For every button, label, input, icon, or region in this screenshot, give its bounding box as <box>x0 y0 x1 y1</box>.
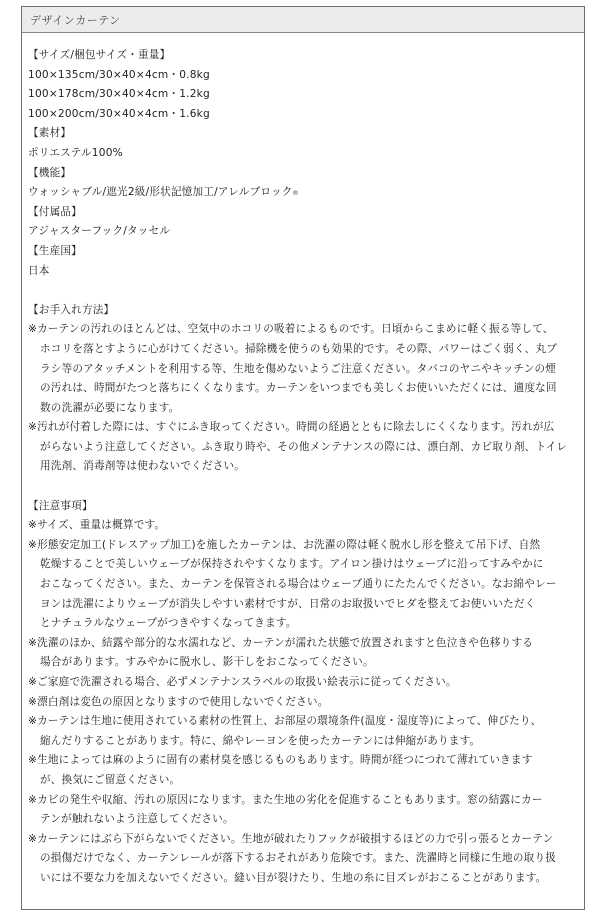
note-line: ※形態安定加工(ドレスアップ加工)を施したカーテンは、お洗濯の際は軽く脱水し形を整えて吊下げ、自然 <box>28 538 541 551</box>
note-item <box>28 751 580 790</box>
note-line: 乾燥することで美しいウェーブが保持されやすくなります。アイロン掛けはウェーブに沿ってすみやかに <box>40 558 544 571</box>
section-heading: 【機能】 <box>28 166 72 179</box>
spec-section <box>28 124 580 163</box>
spec-section <box>28 203 580 242</box>
spec-value-text: 100×135cm/30×40×4cm・0.8kg <box>28 68 210 81</box>
note-line: おこなってください。また、カーテンを保管される場合はウェーブ通りにたたんでください。なお綿やレー <box>40 578 557 591</box>
panel-header <box>22 7 584 33</box>
note-item <box>28 320 580 418</box>
spec-value <box>28 66 580 86</box>
note-line: ※カーテンは生地に使用されている素材の性質上、お部屋の環境条件(温度・湿度等)によって、伸びたり、 <box>28 715 542 728</box>
note-line: とナチュラルなウェーブがつきやすくなってきます。 <box>40 617 297 630</box>
panel-title: デザインカーテン <box>30 14 121 27</box>
note-line: が、換気にご留意ください。 <box>40 773 181 786</box>
panel-content <box>28 46 580 889</box>
note-line: 数の洗濯が必要になります。 <box>40 401 180 414</box>
note-line: ラシ等のアタッチメントを利用する等、生地を傷めないようご注意ください。タバコのヤニやキッチンの煙 <box>40 362 557 375</box>
spec-value-text: ポリエステル100% <box>28 146 123 159</box>
note-line: の汚れは、時間がたつと落ちにくくなります。カーテンをいつまでも美しくお使いいただくには、適度な回 <box>40 382 557 395</box>
caution-section <box>28 497 580 889</box>
spec-value-text: 日本 <box>28 264 50 277</box>
section-heading: 【サイズ/梱包サイズ・重量】 <box>28 49 171 61</box>
note-line: ※漂白剤は変色の原因となりますので使用しないでください。 <box>28 695 329 708</box>
note-line: いには不要な力を加えないでください。縫い目が裂けたり、生地の糸に目ズレがおこることがあります。 <box>40 871 547 884</box>
note-line: 用洗剤、消毒剤等は使わないでください。 <box>40 460 246 473</box>
note-line: ※カビの発生や収縮、汚れの原因になります。また生地の劣化を促進することもあります。窓の結露にカー <box>28 793 543 806</box>
note-item <box>28 712 580 751</box>
spec-value <box>28 105 580 125</box>
note-line: の損傷だけでなく、カーテンレールが落下するおそれがあり危険です。また、洗濯時と同様に生地の取り扱 <box>40 852 557 865</box>
registered-mark: ® <box>292 190 299 198</box>
note-line: ※洗濯のほか、結露や部分的な水濡れなど、カーテンが濡れた状態で放置されますと色泣きや色移りする <box>28 636 534 649</box>
spec-section <box>28 46 580 124</box>
spec-value <box>28 144 580 164</box>
spec-value <box>28 262 580 282</box>
note-item <box>28 516 580 536</box>
spec-value-text: アジャスターフック/タッセル <box>28 225 171 238</box>
note-line: ※カーテンの汚れのほとんどは、空気中のホコリの吸着によるものです。日頃からこまめに軽く振る等して、 <box>28 323 554 336</box>
spec-value <box>28 85 580 105</box>
spec-value-text: ウォッシャブル/遮光2級/形状記憶加工/アレルブロック <box>28 186 293 199</box>
note-item <box>28 673 580 693</box>
note-item <box>28 830 580 889</box>
note-item <box>28 693 580 713</box>
note-item <box>28 634 580 673</box>
note-item <box>28 536 580 634</box>
note-line: ※カーテンにはぶら下がらないでください。生地が破れたりフックが破損するほどの力で引っ張るとカーテン <box>28 832 554 845</box>
section-heading: 【生産国】 <box>28 244 82 257</box>
spec-value-text: 100×178cm/30×40×4cm・1.2kg <box>28 88 210 101</box>
note-line: テンが触れないよう注意してください。 <box>40 813 234 826</box>
care-section <box>28 301 580 477</box>
note-line: ※生地によっては麻のように固有の素材臭を感じるものもあります。時間が経つにつれて薄れていきます <box>28 754 533 767</box>
note-line: ※ご家庭で洗濯される場合、必ずメンテナンスラベルの取扱い絵表示に従ってください。 <box>28 676 457 688</box>
spec-section <box>28 242 580 281</box>
spec-value <box>28 183 580 203</box>
note-line: ヨンは洗濯によりウェーブが消失しやすい素材ですが、日常のお取扱いでヒダを整えてお使いいただく <box>40 597 536 610</box>
note-line: ※サイズ、重量は概算です。 <box>28 519 166 532</box>
note-line: 縮んだりすることがあります。特に、綿やレーヨンを使ったカーテンには伸縮があります。 <box>40 734 481 747</box>
note-line: ホコリを落とすように心がけてください。掃除機を使うのも効果的です。その際、パワーはごく弱く、丸ブ <box>40 342 558 355</box>
spacer <box>28 281 580 301</box>
section-heading: 【お手入れ方法】 <box>28 303 115 316</box>
section-heading: 【付属品】 <box>28 205 82 218</box>
note-item <box>28 791 580 830</box>
section-heading: 【注意事項】 <box>28 499 93 512</box>
spec-value-text: 100×200cm/30×40×4cm・1.6kg <box>28 107 210 120</box>
info-panel <box>21 6 585 910</box>
note-line: 場合があります。すみやかに脱水し、影干しをおこなってください。 <box>40 656 374 669</box>
spec-value <box>28 222 580 242</box>
note-line: がらないよう注意してください。ふき取り時や、その他メンテナンスの際には、漂白剤、カビ取り剤、トイレ <box>40 440 568 453</box>
note-line: ※汚れが付着した際には、すぐにふき取ってください。時間の経過とともに除去しにくくなります。汚れが広 <box>28 421 555 434</box>
note-item <box>28 418 580 477</box>
spec-section <box>28 164 580 203</box>
section-heading: 【素材】 <box>28 127 72 140</box>
spacer <box>28 477 580 497</box>
